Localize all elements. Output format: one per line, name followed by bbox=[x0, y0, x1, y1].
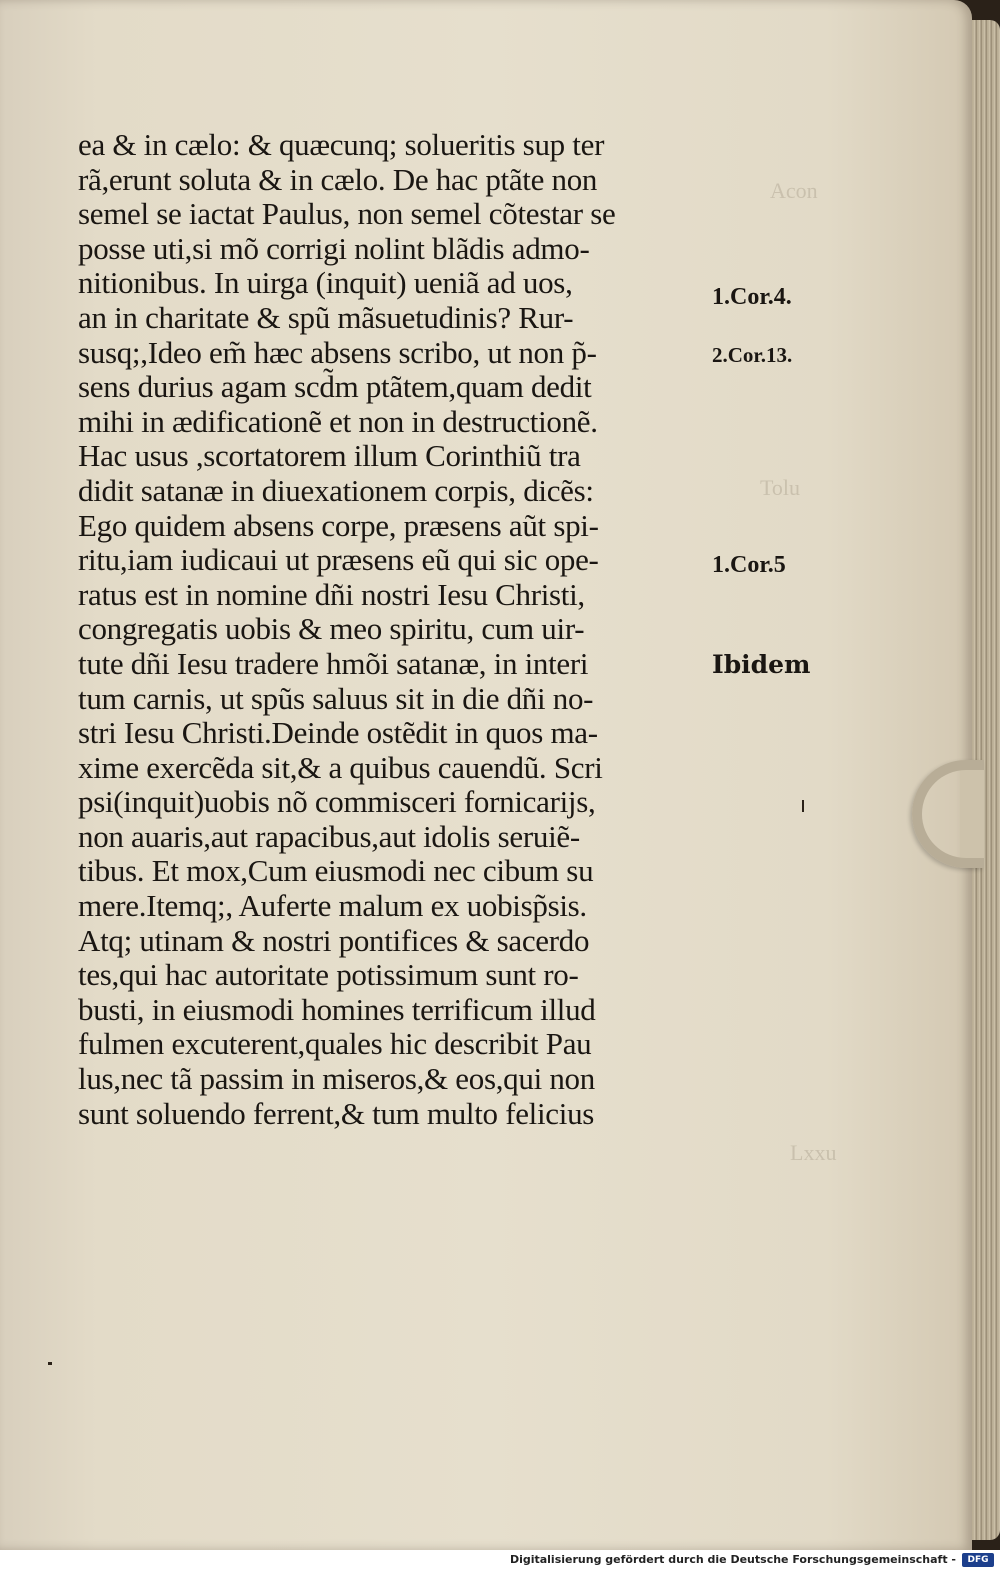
ink-speck bbox=[802, 800, 804, 812]
text-line: sens durius agam scd̃m ptãtem,quam dedit bbox=[78, 369, 592, 405]
text-line: sunt soluendo ferrent,& tum multo felicius bbox=[78, 1095, 595, 1131]
text-line: tibus. Et mox,Cum eiusmodi nec cibum su bbox=[78, 853, 594, 889]
show-through-text: Lxxu bbox=[790, 1140, 837, 1165]
funding-credit: Digitalisierung gefördert durch die Deutsche Forschungsgemeinschaft - bbox=[509, 1553, 956, 1566]
text-line: semel se iactat Paulus, non semel cõtestar se bbox=[78, 196, 616, 232]
dfg-logo: DFG bbox=[962, 1553, 994, 1567]
text-line: stri Iesu Christi.Deinde ostẽdit in quos ma- bbox=[78, 715, 598, 751]
text-line: tum carnis, ut spũs saluus sit in die dñi no- bbox=[78, 680, 594, 716]
margin-note-reference: Ibidem bbox=[712, 650, 811, 679]
text-line: Ego quidem absens corpe, præsens aũt spi- bbox=[78, 507, 599, 543]
text-line: lus,nec tã passim in miseros,& eos,qui non bbox=[78, 1061, 595, 1097]
text-line: Hac usus ,scortatorem illum Corinthiũ tra bbox=[78, 438, 581, 474]
margin-note-reference: 2.Cor.13. bbox=[712, 343, 793, 367]
text-line: rã,erunt soluta & in cælo. De hac ptãte non bbox=[78, 161, 598, 197]
show-through-text: Tolu bbox=[760, 475, 801, 500]
main-text-block bbox=[78, 128, 718, 1131]
text-line: an in charitate & spũ mãsuetudinis? Rur- bbox=[78, 299, 574, 335]
text-line: didit satanæ in diuexationem corpis, dicẽs: bbox=[78, 472, 594, 508]
ink-speck bbox=[48, 1362, 52, 1365]
text-line: mihi in ædificationẽ et non in destructionẽ. bbox=[78, 403, 598, 439]
text-line: posse uti,si mõ corrigi nolint blãdis admo- bbox=[78, 230, 590, 266]
footer-bar bbox=[0, 1550, 1000, 1571]
text-line: nitionibus. In uirga (inquit) ueniã ad uos, bbox=[78, 265, 573, 301]
text-line: busti, in eiusmodi homines terrificum illud bbox=[78, 991, 596, 1027]
text-line: susq;,Ideo em̃ hæc absens scribo, ut non p̃- bbox=[78, 334, 597, 370]
text-line: ritu,iam iudicaui ut præsens eũ qui sic ope- bbox=[78, 542, 599, 578]
text-line: tes,qui hac autoritate potissimum sunt ro- bbox=[78, 957, 579, 993]
text-line: xime exercẽda sit,& a quibus cauendũ. Scri bbox=[78, 749, 603, 785]
text-line: ratus est in nomine dñi nostri Iesu Christi, bbox=[78, 576, 585, 612]
text-line: ea & in cælo: & quæcunq; solueritis sup ter bbox=[78, 127, 605, 162]
text-line: mere.Itemq;, Auferte malum ex uobisp̃sis. bbox=[78, 888, 587, 924]
text-line: Atq; utinam & nostri pontifices & sacerdo bbox=[78, 922, 590, 958]
margin-note-reference: 1.Cor.5 bbox=[712, 552, 786, 578]
margin-note-reference: 1.Cor.4. bbox=[712, 284, 792, 310]
text-line: non auaris,aut rapacibus,aut idolis seruiẽ- bbox=[78, 818, 580, 854]
text-line: psi(inquit)uobis nõ commisceri fornicarijs, bbox=[78, 784, 596, 820]
show-through-text: Acon bbox=[770, 178, 818, 203]
text-line: fulmen excuterent,quales hic describit Pau bbox=[78, 1026, 592, 1062]
text-line: congregatis uobis & meo spiritu, cum uir- bbox=[78, 611, 585, 647]
text-line: tute dñi Iesu tradere hmõi satanæ, in interi bbox=[78, 645, 589, 681]
